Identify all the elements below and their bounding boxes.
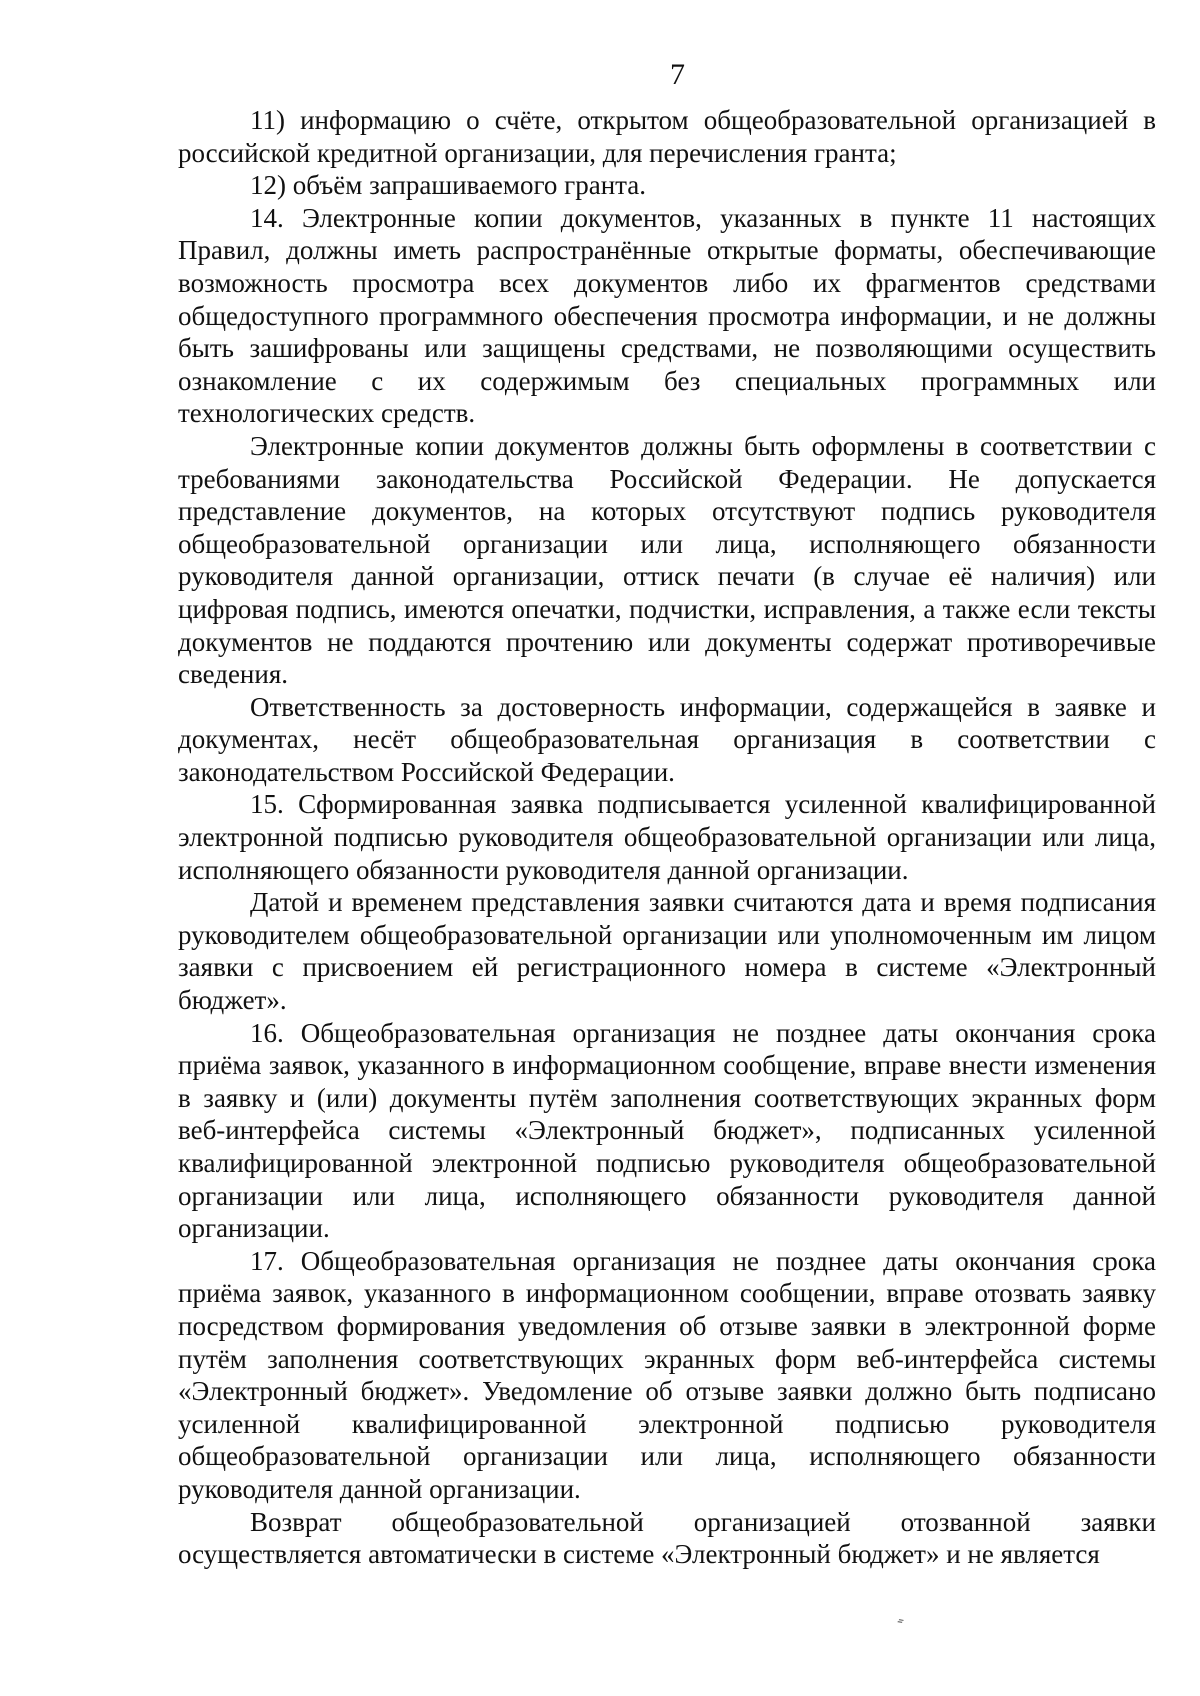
paragraph-item-11: 11) информацию о счёте, открытом общеобразовательной организацией в российской кредитной организации, для перечисления гранта; <box>178 105 1156 168</box>
paragraph-clause-16: 16. Общеобразовательная организация не позднее даты окончания срока приёма заявок, указанного в информационном сообщение, вправе внести изменения в заявку и (или) документы путём заполнения соответствующих экранных форм веб-интерфейса системы «Электронный бюджет», подписанных усиленной квалифицированной электронной подписью руководителя общеобразовательной организации или лица, исполняющего обязанности руководителя данной организации. <box>178 1017 1156 1244</box>
paragraph-clause-14: 14. Электронные копии документов, указанных в пункте 11 настоящих Правил, должны иметь распространённые открытые форматы, обеспечивающие возможность просмотра всех документов либо их фрагментов средствами общедоступного программного обеспечения просмотра информации, и не должны быть зашифрованы или защищены средствами, не позволяющими осуществить ознакомление с их содержимым без специальных программных или технологических средств. <box>178 202 1156 429</box>
scan-mark-icon: ⸗ <box>893 1612 909 1630</box>
paragraph-clause-15: 15. Сформированная заявка подписывается усиленной квалифицированной электронной подписью руководителя общеобразовательной организации или лица, исполняющего обязанности руководителя данной организации. <box>178 789 1156 885</box>
paragraph-return: Возврат общеобразовательной организацией отозванной заявки осуществляется автоматически в системе «Электронный бюджет» и не является <box>178 1506 1156 1570</box>
paragraph-format-requirements: Электронные копии документов должны быть оформлены в соответствии с требованиями законодательства Российской Федерации. Не допускается представление документов, на которых отсутствуют подпись руководителя общеобразовательной организации или лица, исполняющего обязанности руководителя данной организации, оттиск печати (в случае её наличия) или цифровая подпись, имеются опечатки, подчистки, исправления, а также если тексты документов не поддаются прочтению или документы содержат противоречивые сведения. <box>178 430 1156 690</box>
document-body <box>178 104 1156 1571</box>
page-number: 7 <box>670 58 685 91</box>
paragraph-responsibility: Ответственность за достоверность информации, содержащейся в заявке и документах, несёт общеобразовательная организация в соответствии с законодательством Российской Федерации. <box>178 691 1156 787</box>
paragraph-clause-17: 17. Общеобразовательная организация не позднее даты окончания срока приёма заявок, указанного в информационном сообщении, вправе отозвать заявку посредством формирования уведомления об отзыве заявки в электронной форме путём заполнения соответствующих экранных форм веб-интерфейса системы «Электронный бюджет». Уведомление об отзыве заявки должно быть подписано усиленной квалифицированной электронной подписью руководителя общеобразовательной организации или лица, исполняющего обязанности руководителя данной организации. <box>178 1245 1156 1504</box>
paragraph-item-12: 12) объём запрашиваемого гранта. <box>250 170 647 201</box>
paragraph-submission-date: Датой и временем представления заявки считаются дата и время подписания руководителем общеобразовательной организации или уполномоченным им лицом заявки с присвоением ей регистрационного номера в системе «Электронный бюджет». <box>178 887 1156 1016</box>
